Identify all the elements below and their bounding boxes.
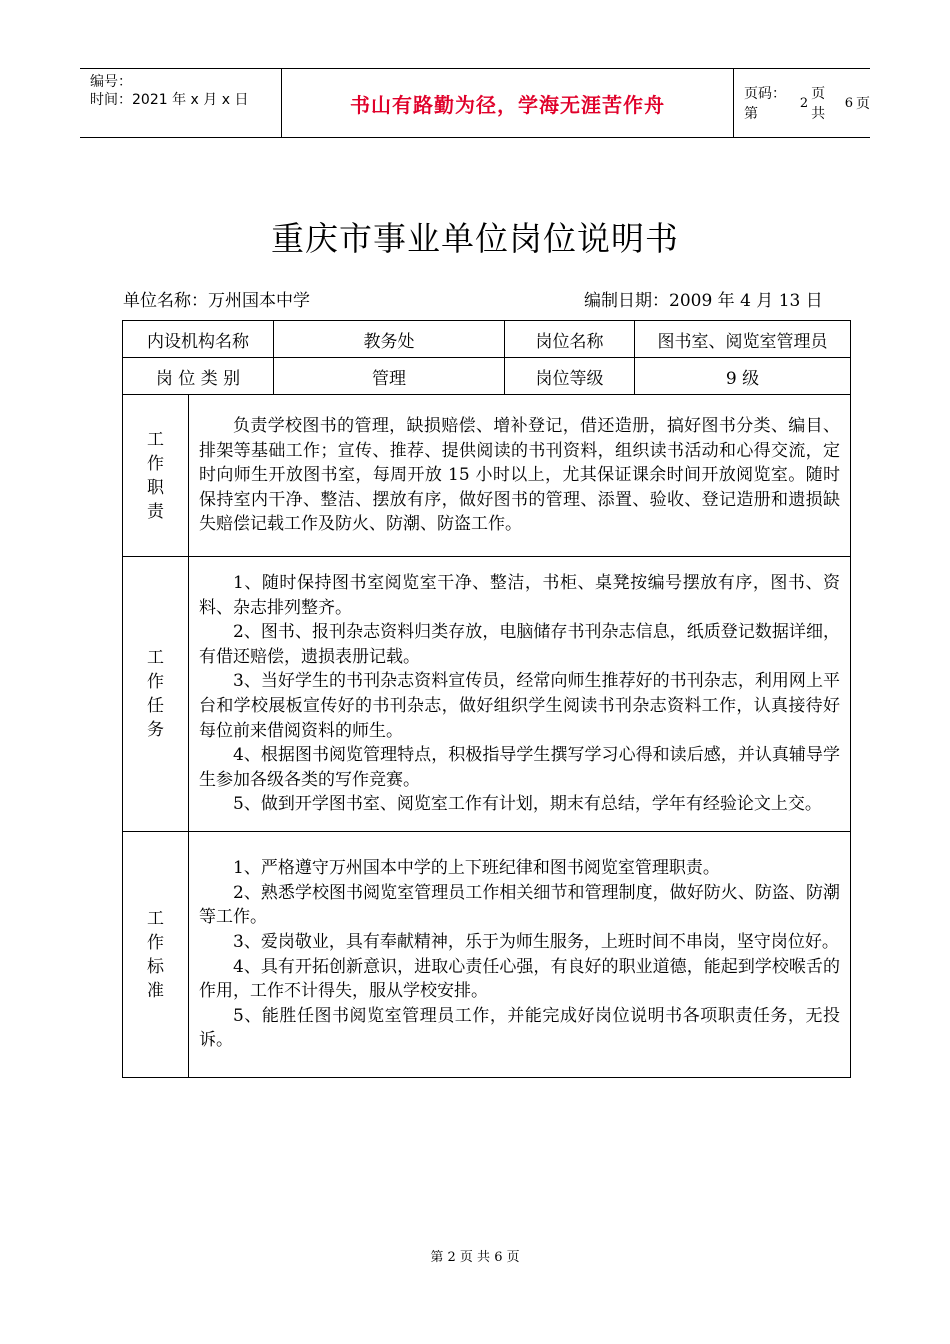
tasks-label	[123, 557, 189, 832]
duties-label	[123, 395, 189, 557]
page-total: 6	[844, 95, 853, 111]
standards-label-char: 标	[147, 956, 164, 977]
header-motto: 书山有路勤为径，学海无涯苦作舟	[282, 69, 734, 137]
header-info	[80, 69, 282, 137]
task-item: 5、做到开学图书室、阅览室工作有计划，期末有总结，学年有经验论文上交。	[233, 794, 822, 815]
standard-item: 1、严格遵守万州国本中学的上下班纪律和图书阅览室管理职责。	[233, 858, 720, 879]
task-item: 2、图书、报刊杂志资料归类存放，电脑储存书刊杂志信息，纸质登记数据详细，有借还赔偿，遗损表册记载。	[199, 622, 840, 667]
post-type-label: 岗 位 类 别	[123, 358, 274, 395]
standards-label-char: 作	[147, 932, 164, 953]
page-header	[80, 68, 870, 138]
time-label: 时间：2021 年 x 月 x 日	[90, 92, 249, 108]
standard-item: 2、熟悉学校图书阅览室管理员工作相关细节和管理制度，做好防火、防盗、防潮等工作。	[199, 882, 840, 928]
standards-content	[189, 832, 851, 1078]
document-title: 重庆市事业单位岗位说明书	[271, 219, 679, 258]
post-name-value: 图书室、阅览室管理员	[635, 321, 851, 358]
table-row	[123, 321, 851, 358]
unit-name: 单位名称：万州国本中学	[123, 291, 310, 311]
table-row-standards	[123, 832, 851, 1078]
task-item: 4、根据图书阅览管理特点，积极指导学生撰写学习心得和读后感，并认真辅导学生参加各级各类的写作竞赛。	[199, 745, 840, 790]
duties-label-char: 责	[147, 501, 164, 522]
tasks-label-char: 作	[147, 672, 164, 692]
standard-item: 3、爱岗敬业，具有奉献精神，乐于为师生服务，上班时间不串岗，坚守岗位好。	[233, 931, 839, 952]
table-row-duties	[123, 395, 851, 557]
duties-label-char: 作	[147, 453, 164, 474]
post-name-label: 岗位名称	[505, 321, 635, 358]
task-item: 3、当好学生的书刊杂志资料宣传员，经常向师生推荐好的书刊杂志，利用网上平台和学校展板宣传好的书刊杂志，做好组织学生阅读书刊杂志资料工作，认真接待好每位前来借阅资料的师生。	[199, 671, 840, 741]
number-label: 编号：	[90, 74, 132, 90]
page-prefix: 页码：第	[744, 86, 786, 122]
dept-value: 教务处	[274, 321, 505, 358]
page-suffix: 页	[856, 96, 870, 112]
tasks-label-char: 工	[147, 648, 164, 668]
table-row-tasks	[123, 557, 851, 832]
compile-date: 编制日期：2009 年 4 月 13 日	[584, 291, 823, 311]
standard-item: 5、能胜任图书阅览室管理员工作，并能完成好岗位说明书各项职责任务，无投诉。	[199, 1005, 840, 1051]
page-footer: 第 2 页 共 6 页	[430, 1250, 520, 1265]
standards-label-char: 准	[147, 980, 164, 1001]
page-current: 2	[799, 95, 809, 111]
standards-label	[123, 832, 189, 1078]
task-item: 1、随时保持图书室阅览室干净、整洁，书柜、桌凳按编号摆放有序，图书、资料、杂志排列整齐。	[199, 573, 840, 618]
table-row	[123, 358, 851, 395]
header-page-number	[734, 69, 870, 137]
dept-label: 内设机构名称	[123, 321, 274, 358]
post-level-value: 9 级	[635, 358, 851, 395]
tasks-label-char: 务	[147, 720, 164, 740]
duties-label-char: 工	[147, 429, 164, 450]
tasks-label-char: 任	[147, 696, 164, 716]
tasks-content	[189, 557, 851, 832]
standard-item: 4、具有开拓创新意识，进取心责任心强，有良好的职业道德，能起到学校喉舌的作用，工作不计得失，服从学校安排。	[199, 956, 840, 1002]
job-description-table	[122, 320, 851, 1078]
standards-label-char: 工	[147, 908, 164, 929]
post-type-value: 管理	[274, 358, 505, 395]
page-mid: 页 共	[811, 86, 826, 122]
duties-content	[189, 395, 851, 557]
post-level-label: 岗位等级	[505, 358, 635, 395]
duties-paragraph: 负责学校图书的管理，缺损赔偿、增补登记，借还造册，搞好图书分类、编目、排架等基础工作；宣传、推荐、提供阅读的书刊资料，组织读书活动和心得交流，定时向师生开放图书室，每周开放 15 小时以上，尤其保证课余时间开放阅览室。随时保持室内干净、整洁、摆放有序，做好图书的管理、添置、验收、登记造册和遗损缺失赔偿记载工作及防火、防潮、防盗工作。	[199, 416, 840, 535]
duties-label-char: 职	[147, 477, 164, 498]
